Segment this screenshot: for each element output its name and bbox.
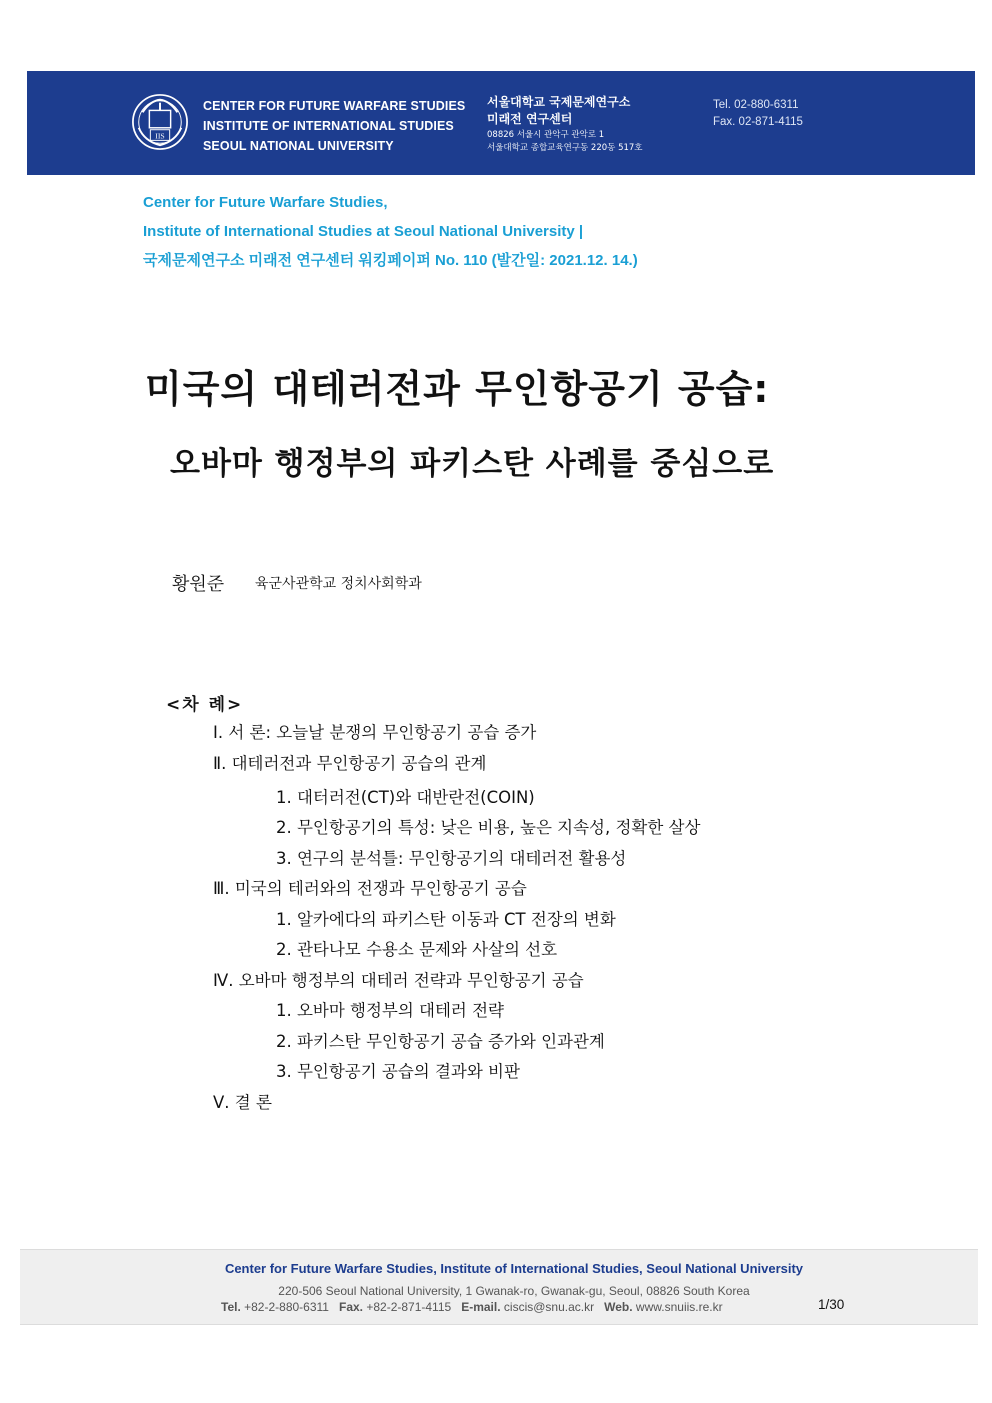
toc-item: 2. 파키스탄 무인항공기 공습 증가와 인과관계 <box>276 1032 605 1051</box>
author-name: 황원준 <box>172 574 225 595</box>
toc-item: Ⅱ. 대테러전과 무인항공기 공습의 관계 <box>213 754 487 773</box>
footer-email-label: E-mail. <box>461 1300 501 1314</box>
footer-email[interactable]: ciscis@snu.ac.kr <box>503 1300 595 1314</box>
header-tel: Tel. 02-880-6311 <box>713 99 799 111</box>
snu-seal-logo <box>131 93 189 151</box>
header-kr-address1: 08826 서울시 관악구 관악로 1 <box>487 130 605 140</box>
toc-item: 3. 연구의 분석틀: 무인항공기의 대테러전 활용성 <box>276 849 627 868</box>
header-english-title <box>203 96 465 156</box>
toc-item: 1. 대터러전(CT)와 대반란전(COIN) <box>276 788 535 807</box>
footer-contact <box>221 1300 723 1314</box>
footer-web-label: Web. <box>604 1300 633 1314</box>
subhead-line3: 국제문제연구소 미래전 연구센터 워킹페이퍼 No. 110 (발간일: 2021.12. 14.) <box>143 252 638 269</box>
page-footer <box>20 1249 978 1325</box>
footer-fax-label: Fax. <box>338 1300 363 1314</box>
page-number: 1/30 <box>818 1297 845 1312</box>
series-subheading <box>143 188 638 275</box>
footer-address: 220-506 Seoul National University, 1 Gwanak-ro, Gwanak-gu, Seoul, 08826 South Korea <box>278 1284 750 1298</box>
header-kr-address2: 서울대학교 종합교육연구동 220동 517호 <box>487 143 643 153</box>
footer-web[interactable]: www.snuiis.re.kr <box>635 1300 723 1314</box>
toc-item: Ⅰ. 서 론: 오늘날 분쟁의 무인항공기 공습 증가 <box>213 723 537 742</box>
header-kr-line2: 미래전 연구센터 <box>487 112 573 126</box>
header-fax: Fax. 02-871-4115 <box>713 116 803 128</box>
toc-item: 3. 무인항공기 공습의 결과와 비판 <box>276 1062 520 1081</box>
subhead-line1: Center for Future Warfare Studies, <box>143 194 388 211</box>
header-kr-line1: 서울대학교 국제문제연구소 <box>487 95 631 109</box>
paper-title: 미국의 대테러전과 무인항공기 공습: <box>145 367 770 411</box>
author-affiliation: 육군사관학교 정치사회학과 <box>255 576 422 592</box>
toc-item: 1. 오바마 행정부의 대테러 전략 <box>276 1001 504 1020</box>
footer-fax: +82-2-871-4115 <box>366 1300 452 1314</box>
footer-org: Center for Future Warfare Studies, Institute of International Studies, Seoul National University <box>224 1261 804 1276</box>
header-en-line3: SEOUL NATIONAL UNIVERSITY <box>203 139 394 153</box>
toc-item: Ⅴ. 결 론 <box>213 1093 272 1112</box>
paper-subtitle: 오바마 행정부의 파키스탄 사례를 중심으로 <box>170 446 775 482</box>
toc-heading: <차 례> <box>166 695 244 715</box>
toc-item: 2. 무인항공기의 특성: 낮은 비용, 높은 지속성, 정확한 살상 <box>276 818 701 837</box>
header-korean-block <box>487 94 643 154</box>
footer-tel: +82-2-880-6311 <box>244 1300 329 1314</box>
toc-item: Ⅳ. 오바마 행정부의 대테러 전략과 무인항공기 공습 <box>213 971 584 990</box>
header-en-line1: CENTER FOR FUTURE WARFARE STUDIES <box>203 99 466 113</box>
toc-item: 2. 관타나모 수용소 문제와 사살의 선호 <box>276 940 558 959</box>
subhead-line2: Institute of International Studies at Seoul National University | <box>143 223 584 240</box>
footer-tel-label: Tel. <box>221 1300 241 1314</box>
header-banner <box>27 71 975 175</box>
toc-item: 1. 알카에다의 파키스탄 이동과 CT 전장의 변화 <box>276 910 616 929</box>
header-en-line2: INSTITUTE OF INTERNATIONAL STUDIES <box>203 119 454 133</box>
svg-text:IIS: IIS <box>155 131 165 141</box>
toc-item: Ⅲ. 미국의 테러와의 전쟁과 무인항공기 공습 <box>213 879 527 898</box>
header-contact <box>713 97 803 131</box>
